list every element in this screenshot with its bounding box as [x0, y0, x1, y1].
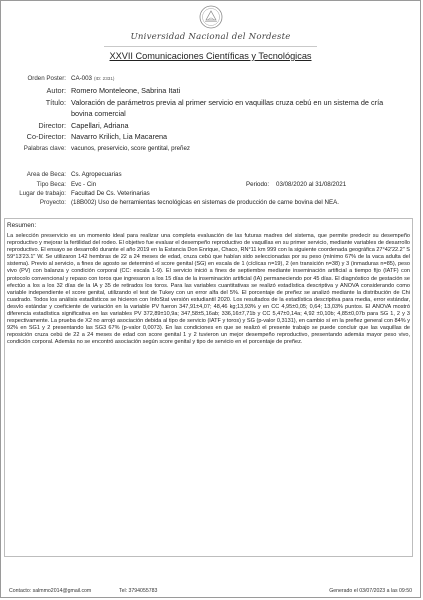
lugar-trabajo-value: Facultad De Cs. Veterinarias [71, 190, 150, 197]
palabras-clave-value: vacunos, preservicio, score gentital, preñez [71, 145, 190, 152]
lugar-trabajo-label: Lugar de trabajo: [19, 190, 66, 197]
area-beca-label: Area de Beca: [26, 171, 66, 178]
director-value: Capellari, Adriana [71, 121, 129, 130]
footer-phone: Tel: 3794055783 [119, 588, 158, 594]
co-director-value: Navarro Krilich, Lia Macarena [71, 132, 168, 141]
university-seal-icon [199, 5, 223, 29]
resumen-text: La selección preservicio es un momento ideal para realizar una completa evaluación de las futuras madres del sistema, que permite predecir su desempeño reproductivo y mejorar la fertilidad del rodeo. El objetivo fue evaluar el desempeño reproductivo de vaquillas en su primer servicio, mediante variables de desarrollo reproductivo. El ensayo se desarrolló durante el año 2019 en la Estancia Don Enrique, Chaco, RN°11 km 999 con la siguiente coordenada geográfica 27°42'22.2" S 59°13'23.1" W. Se utilizaron 142 hembras de 22 a 24 meses de edad, cruza cebú que habían sido seleccionadas por su peso (mínimo 67% de la vaca adulta del sistema). Previo al servicio, a fines de agosto se determinó el score genital (SG) en escala de 1 (cíclicas n=19), 2 (en transición n=38) y 3 (inmaduras n=85), peso vivo (PV) con balanza y condición corporal (CC: escala 1-9). El servicio inició a fines de septiembre mediante inseminación artificial a tiempo fijo (IATF) con protocolo convencional y repaso con toros que ingresaron a los 15 días de la inseminación artificial (IA) permaneciendo por 45 días. El diagnóstico de gestación se efectúo a los a los 32 días de la IA y 35 de retirados los toros. Para las variables cuantitativas se realizó estadística descriptiva y ANOVA considerando como variable independiente el score genital, utilizando el test de Tukey con un error alfa del 5%. El porcentaje de preñez se analizó mediante la distribución de Chi cuadrado. Todos los análisis estadísticos se hicieron con InfoStat versión estudiantil 2020. Los resultados de la estadística descriptiva para media, error estándar, desvío estándar y coeficiente de variación en la variable PV fueron 347,91±4,07; 48,46 kg;13,93% y en CC 4,95±0,05; 0,64; 13,03% puntos. El ANOVA mostró diferencia estadística significativa en las variables PV 372,89±10,9a; 347,58±5,16ab; 336,16±7,71b y CC 5,47±0,14a; 4,92 ±0,10b; 4,85±0,07b para SG 1, 2 y 3 respectivamente. La prueba de X2 no arrojó asociación debida al tipo de servicio (IATF y toros) y SG (p-valor 0,3131), en cambio sí en la preñez general con 84% y 92% en SG1 y 2 presentando las SG3 67% (p-valor 0,0073). En las condiciones en que se realizó el presente trabajo se puede concluir que las vaquillas de reposición cruza cebú de 22 a 24 meses de edad con score genital 1 y 2 tuvieron un mejor desempeño reproductivo, presentando además mayor peso vivo, condición corporal. Además no se encontró asociación según score genital y tipo de servicio en el porcentaje de preñez. [7, 233, 410, 346]
proyecto-value: (18B002) Uso de herramientas tecnológicas en sistemas de producción de carne bovina del NEA. [71, 199, 339, 206]
autor-value: Romero Monteleone, Sabrina Itati [71, 86, 181, 95]
palabras-clave-label: Palabras clave: [23, 145, 66, 152]
periodo-label: Periodo: [246, 181, 270, 188]
orden-poster-value [71, 75, 114, 83]
university-name: Universidad Nacional del Nordeste [130, 32, 291, 42]
footer-contact: Contacto: salmmo2014@gmail.com [9, 588, 92, 594]
titulo-label: Título: [45, 98, 66, 107]
orden-poster-label: Orden Poster: [27, 75, 66, 82]
autor-label: Autor: [46, 86, 66, 95]
tipo-beca-value: Evc - Cin [71, 181, 97, 188]
footer-generated: Generado el 03/07/2023 a las 09:50 [329, 588, 412, 594]
header-divider [104, 46, 317, 47]
orden-poster-id: (ID: 2331) [93, 76, 115, 81]
periodo-value: 03/08/2020 al 31/08/2021 [276, 181, 347, 188]
resumen-label: Resumen: [7, 222, 37, 229]
orden-poster-code: CA-003 [71, 75, 92, 82]
titulo-value-line2: bovina comercial [71, 109, 126, 118]
proyecto-label: Proyecto: [39, 199, 66, 206]
director-label: Director: [38, 121, 66, 130]
area-beca-value: Cs. Agropecuarias [71, 171, 122, 178]
event-title: XXVII Comunicaciones Científicas y Tecnológicas [109, 51, 312, 61]
co-director-label: Co-Director: [26, 132, 66, 141]
titulo-value-line1: Valoración de parámetros previa al primer servicio en vaquillas cruza cebú en un sistema de cría [71, 98, 384, 107]
tipo-beca-label: Tipo Beca: [36, 181, 66, 188]
